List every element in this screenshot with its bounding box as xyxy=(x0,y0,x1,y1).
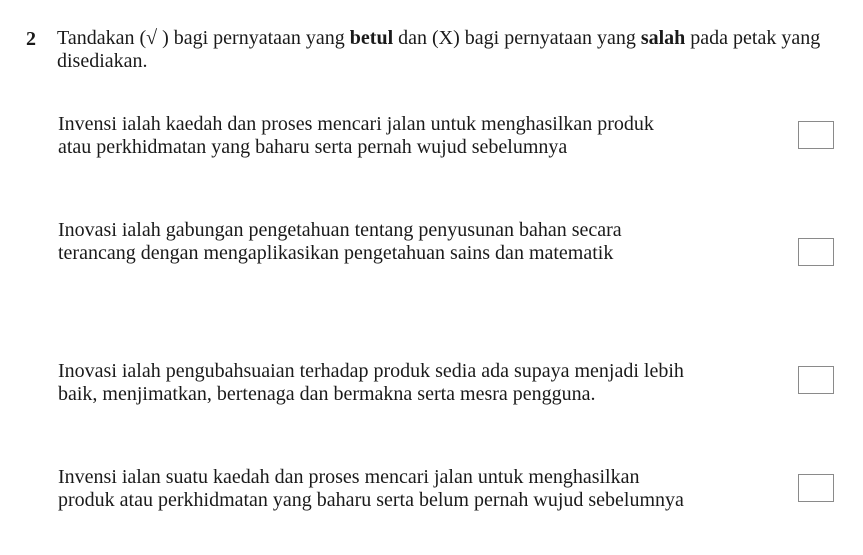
answer-box-2[interactable] xyxy=(798,238,834,266)
answer-box-4[interactable] xyxy=(798,474,834,502)
statement-4 xyxy=(58,466,684,512)
statement-1 xyxy=(58,113,654,159)
statement-3-line-1: Inovasi ialah pengubahsuaian terhadap produk sedia ada supaya menjadi lebih xyxy=(58,360,684,382)
statement-2 xyxy=(58,219,622,265)
statement-1-line-1: Invensi ialah kaedah dan proses mencari jalan untuk menghasilkan produk xyxy=(58,113,654,135)
question-number: 2 xyxy=(26,28,36,50)
instruction-bold-betul: betul xyxy=(349,27,394,49)
instruction-bold-salah: salah xyxy=(640,27,686,49)
statement-3-line-2: baik, menjimatkan, bertenaga dan bermakna serta mesra pengguna. xyxy=(58,383,596,405)
statement-4-line-2: produk atau perkhidmatan yang baharu serta belum pernah wujud sebelumnya xyxy=(58,489,684,511)
statement-2-line-2: terancang dengan mengaplikasikan pengetahuan sains dan matematik xyxy=(58,242,614,264)
statement-4-line-1: Invensi ialan suatu kaedah dan proses mencari jalan untuk menghasilkan xyxy=(58,466,640,488)
statement-2-line-1: Inovasi ialah gabungan pengetahuan tentang penyusunan bahan secara xyxy=(58,219,622,241)
answer-box-1[interactable] xyxy=(798,121,834,149)
instruction-text-3: pada petak yang disediakan. xyxy=(57,27,821,72)
answer-box-3[interactable] xyxy=(798,366,834,394)
statement-1-line-2: atau perkhidmatan yang baharu serta pernah wujud sebelumnya xyxy=(58,136,568,158)
instruction-text-2: dan (X) bagi pernyataan yang xyxy=(393,27,641,49)
statement-3 xyxy=(58,360,684,406)
instruction-text-1: Tandakan (√ ) bagi pernyataan yang xyxy=(57,27,350,49)
question-instruction xyxy=(57,27,847,73)
